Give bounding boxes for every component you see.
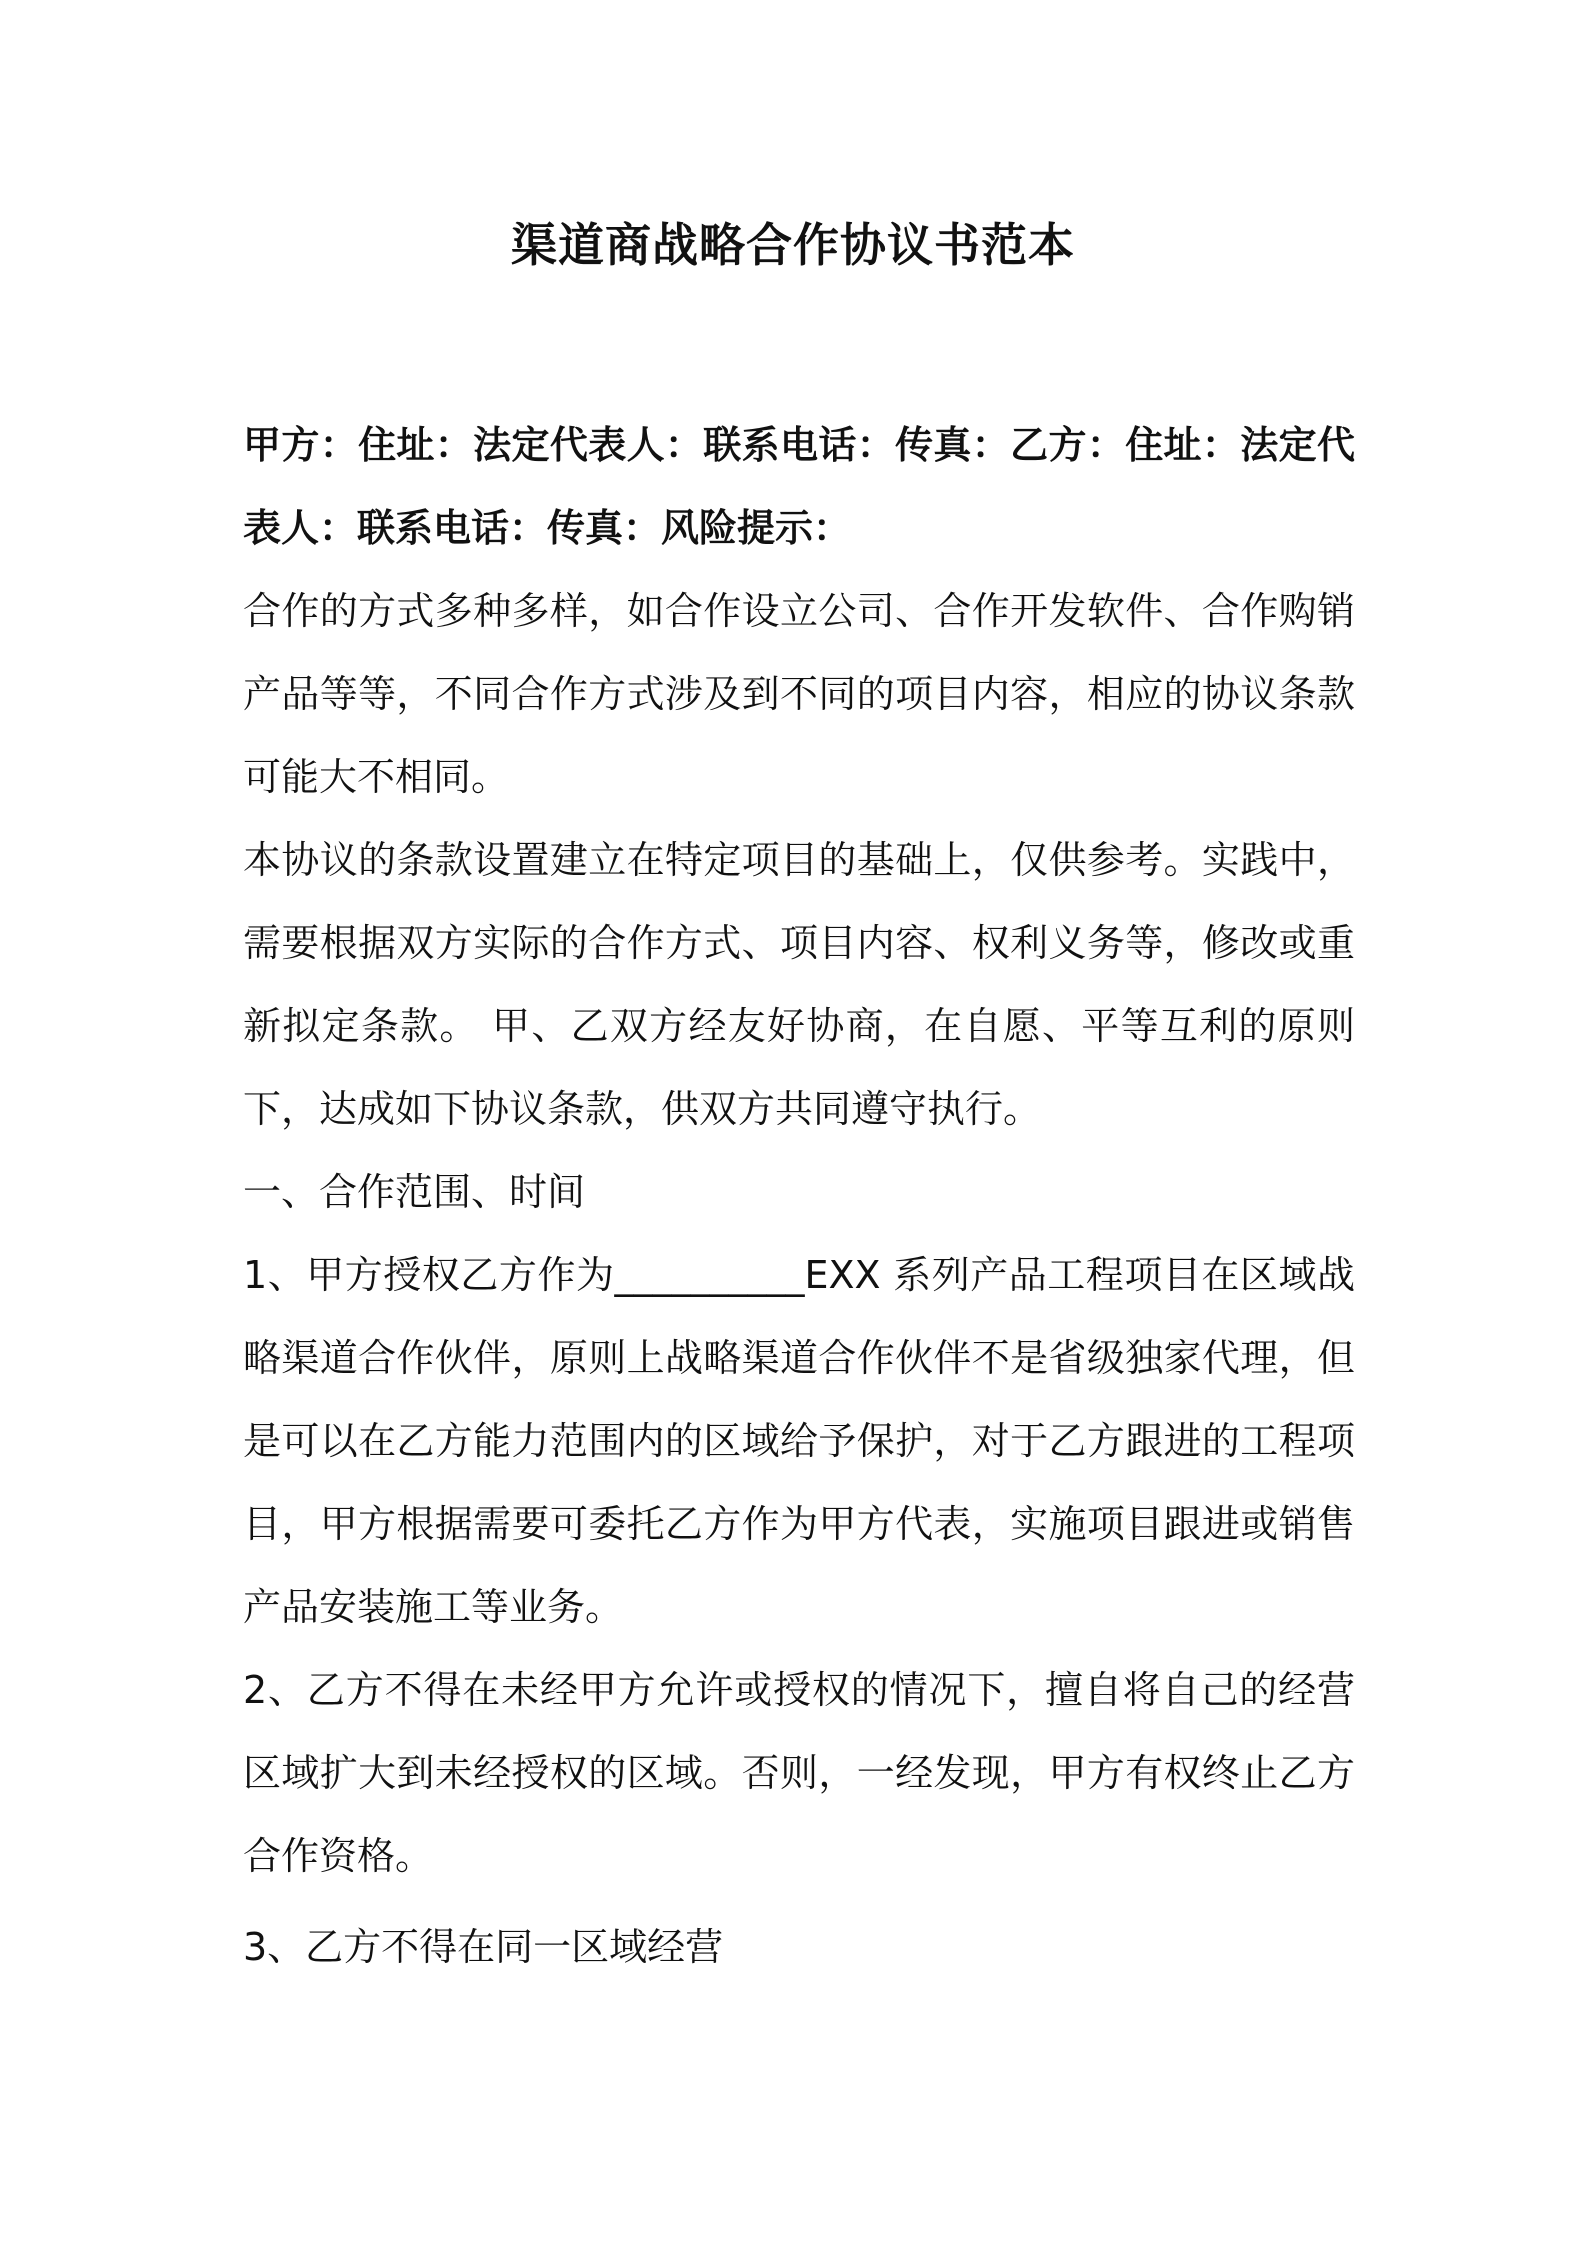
- clause-1: 1、甲方授权乙方作为__________EXX 系列产品工程项目在区域战略渠道合作伙伴，原则上战略渠道合作伙伴不是省级独家代理，但是可以在乙方能力范围内的区域给予保护，对于乙方跟进的工程项目，甲方根据需要可委托乙方作为甲方代表，实施项目跟进或销售产品安装施工等业务。: [243, 1253, 1355, 1629]
- clause-2: 2、乙方不得在未经甲方允许或授权的情况下，擅自将自己的经营区域扩大到未经授权的区域。否则，一经发现，甲方有权终止乙方合作资格。: [243, 1668, 1355, 1878]
- cooperation-modes-paragraph: 合作的方式多种多样，如合作设立公司、合作开发软件、合作购销产品等等，不同合作方式涉及到不同的项目内容，相应的协议条款可能大不相同。: [243, 589, 1355, 799]
- document-title: 渠道商战略合作协议书范本: [511, 218, 1075, 272]
- section-heading: 一、合作范围、时间: [243, 1170, 586, 1214]
- document-body: [243, 404, 1355, 1989]
- parties-paragraph: 甲方：住址：法定代表人：联系电话：传真：乙方：住址：法定代表人：联系电话：传真：风险提示：: [243, 423, 1355, 550]
- reference-note-paragraph: 本协议的条款设置建立在特定项目的基础上，仅供参考。实践中，需要根据双方实际的合作方式、项目内容、权利义务等，修改或重新拟定条款。 甲、乙双方经友好协商，在自愿、平等互利的原则下，达成如下协议条款，供双方共同遵守执行。: [243, 838, 1355, 1131]
- clause-3: 3、乙方不得在同一区域经营: [243, 1925, 724, 1969]
